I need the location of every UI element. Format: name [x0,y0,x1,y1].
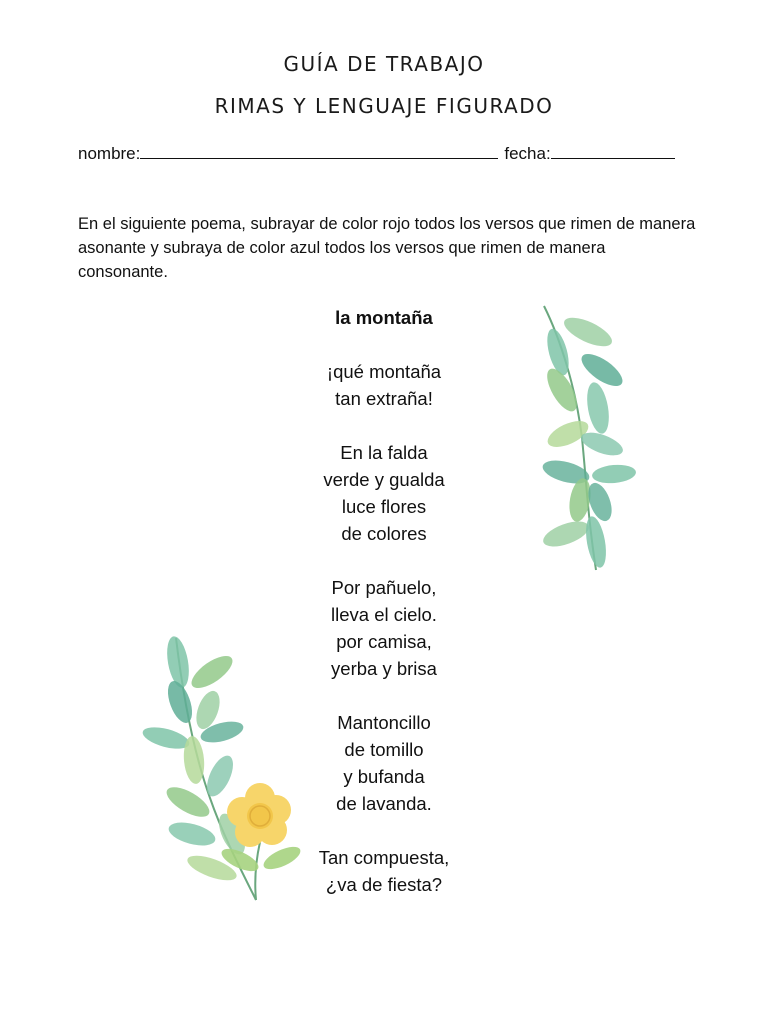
poem-verse: ¡qué montaña [326,361,442,382]
poem-title: la montaña [335,307,433,328]
name-blank-field [140,144,498,159]
poem-verse: yerba y brisa [331,658,437,679]
poem-verse: Tan compuesta, [318,847,450,868]
poem-verse: de tomillo [344,739,424,760]
leaf-icon [540,306,637,570]
instructions-paragraph: En el siguiente poema, subrayar de color rojo todos los versos que rimen de manera asonante y subraya de color azul todos los versos que rimen de manera consonante. [78,215,696,281]
page-title: GUÍA DE TRABAJO [283,52,485,76]
poem-stanza-1 [264,358,504,412]
poem-verse: tan extraña! [335,388,433,409]
poem-verse: de lavanda. [336,793,432,814]
poem-verse: Mantoncillo [337,712,431,733]
student-info-line [78,144,698,164]
name-label: nombre: [78,144,141,163]
poem-verse: Por pañuelo, [331,577,437,598]
leafy-branch-with-flower-illustration [136,628,306,908]
poem-verse: lleva el cielo. [331,604,437,625]
poem-verse: y bufanda [343,766,425,787]
poem-verse: ¿va de fiesta? [325,874,443,895]
poem-verse: verde y gualda [323,469,445,490]
poem-stanza-2 [264,439,504,547]
date-blank-field [551,144,675,159]
leaf-icon [140,635,303,900]
flower-icon [227,783,291,847]
poem-verse: En la falda [340,442,428,463]
poem-verse: de colores [341,523,427,544]
page-subtitle: RIMAS Y LENGUAJE FIGURADO [214,94,554,118]
date-label: fecha: [504,144,551,163]
poem-verse: luce flores [341,496,427,517]
poem-verse: por camisa, [336,631,432,652]
leafy-branch-illustration [530,298,640,578]
